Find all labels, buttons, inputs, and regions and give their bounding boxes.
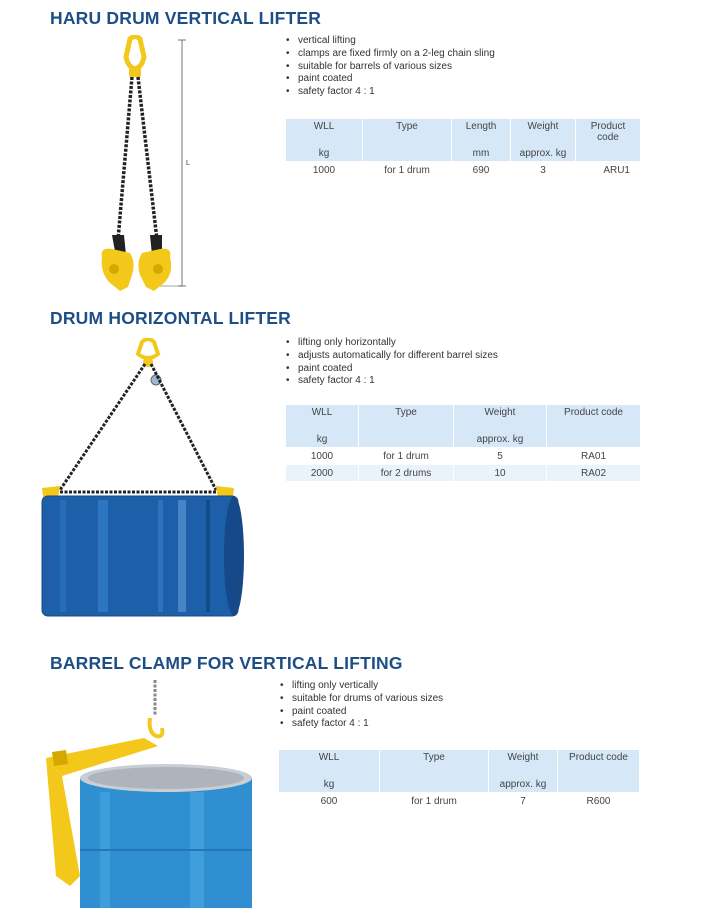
list-item: • vertical lifting <box>286 35 495 48</box>
table-cell: for 1 drum <box>359 448 453 464</box>
column-header: Length mm <box>452 119 510 161</box>
table-cell: 2000 <box>286 465 358 481</box>
list-item: • lifting only vertically <box>280 680 443 693</box>
column-header: Weight approx. kg <box>511 119 575 161</box>
list-item: • adjusts automatically for different barrel sizes <box>286 350 498 363</box>
horizontal-spec-table <box>285 404 641 482</box>
section-title-haru: HARU DRUM VERTICAL LIFTER <box>50 8 322 28</box>
list-item: • suitable for barrels of various sizes <box>286 61 495 74</box>
list-item: • paint coated <box>286 363 498 376</box>
table-row <box>279 793 639 809</box>
dimension-label-l: L <box>186 160 190 167</box>
list-item: • suitable for drums of various sizes <box>280 693 443 706</box>
column-header: Weight approx. kg <box>454 405 546 447</box>
barrel-clamp-image <box>40 680 255 908</box>
table-row <box>286 465 640 481</box>
table-cell: for 1 drum <box>363 162 451 178</box>
table-cell: 10 <box>454 465 546 481</box>
table-header-row <box>279 750 639 792</box>
table-cell: ARU1 <box>576 162 640 178</box>
list-item: • clamps are fixed firmly on a 2-leg chain sling <box>286 48 495 61</box>
table-cell: for 2 drums <box>359 465 453 481</box>
table-cell: 600 <box>279 793 379 809</box>
column-header: WLL kg <box>286 405 358 447</box>
column-header: Product code <box>558 750 639 792</box>
table-cell: 3 <box>511 162 575 178</box>
table-row <box>286 162 640 178</box>
column-header: Type <box>363 119 451 161</box>
table-cell: 1000 <box>286 162 362 178</box>
horizontal-feature-list <box>286 337 498 388</box>
table-cell: RA02 <box>547 465 640 481</box>
list-item: • safety factor 4 : 1 <box>286 86 495 99</box>
section-title-barrel-clamp: BARREL CLAMP FOR VERTICAL LIFTING <box>50 653 403 673</box>
list-item: • safety factor 4 : 1 <box>286 375 498 388</box>
haru-vertical-lifter-image <box>90 35 200 300</box>
table-cell: 1000 <box>286 448 358 464</box>
column-header: Type <box>380 750 488 792</box>
table-header-row <box>286 405 640 447</box>
table-row <box>286 448 640 464</box>
drum-horizontal-lifter-image <box>38 338 248 620</box>
table-cell: R600 <box>558 793 639 809</box>
barrel-clamp-spec-table <box>278 749 640 810</box>
table-cell: 5 <box>454 448 546 464</box>
column-header: WLL kg <box>279 750 379 792</box>
haru-spec-table <box>285 118 641 179</box>
list-item: • lifting only horizontally <box>286 337 498 350</box>
column-header: WLL kg <box>286 119 362 161</box>
table-cell: for 1 drum <box>380 793 488 809</box>
column-header: Type <box>359 405 453 447</box>
column-header: Product code <box>576 119 640 161</box>
list-item: • paint coated <box>280 706 443 719</box>
column-header: Weight approx. kg <box>489 750 557 792</box>
column-header: Product code <box>547 405 640 447</box>
list-item: • safety factor 4 : 1 <box>280 718 443 731</box>
table-header-row <box>286 119 640 161</box>
section-title-horizontal: DRUM HORIZONTAL LIFTER <box>50 308 291 328</box>
table-cell: RA01 <box>547 448 640 464</box>
barrel-clamp-feature-list <box>280 680 443 731</box>
table-cell: 690 <box>452 162 510 178</box>
table-cell: 7 <box>489 793 557 809</box>
haru-feature-list <box>286 35 495 99</box>
list-item: • paint coated <box>286 73 495 86</box>
